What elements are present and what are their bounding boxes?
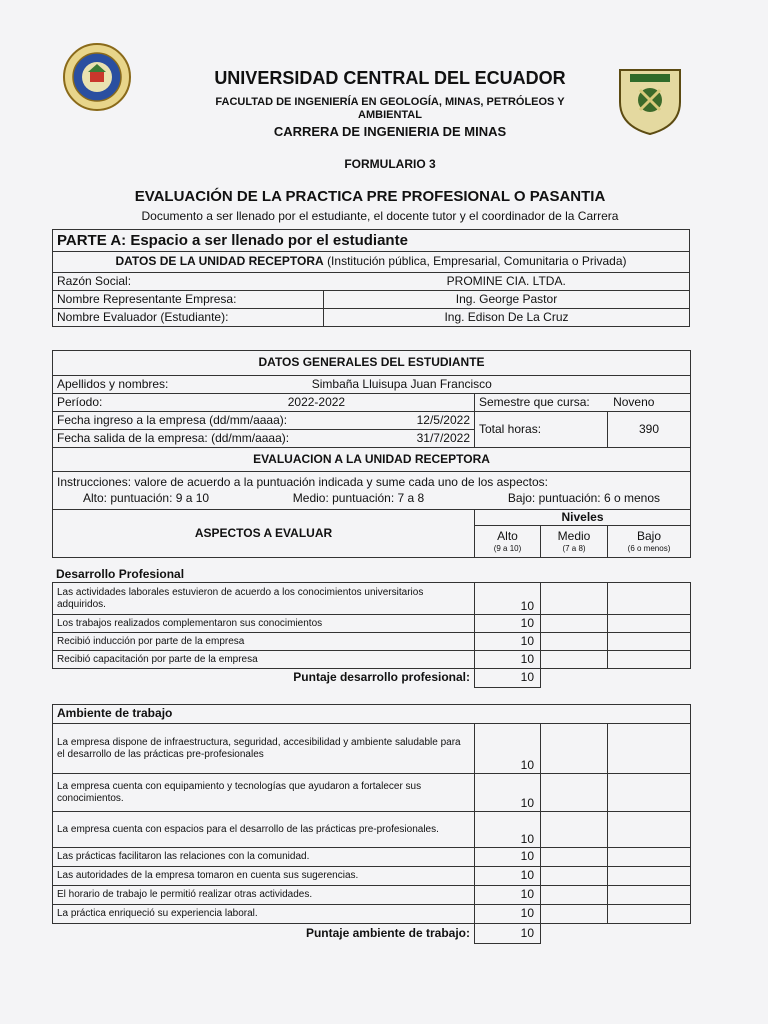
ambiente-item-text: La empresa cuenta con espacios para el desarrollo de las prácticas pre-profesionales.: [53, 812, 475, 848]
empty-cell: [541, 924, 608, 944]
desarrollo-item-text: Las actividades laborales estuvieron de acuerdo a los conocimientos universitarios adquiridos.: [53, 583, 475, 615]
ambiente-item-text: Las prácticas facilitaron las relaciones con la comunidad.: [53, 848, 475, 867]
desarrollo-item-score: 10: [475, 583, 541, 615]
name-label: Apellidos y nombres:: [57, 376, 169, 391]
medio-cell: [541, 905, 608, 924]
medio-cell: [541, 886, 608, 905]
entry-cell: [53, 412, 475, 430]
ambiente-item-score: 10: [475, 812, 541, 848]
unit-heading: DATOS DE LA UNIDAD RECEPTORA: [115, 254, 324, 269]
representante-value: Ing. George Pastor: [324, 291, 690, 309]
parte-a-table: [52, 229, 690, 327]
semester-label: Semestre que cursa:: [479, 394, 590, 409]
table-row: [53, 848, 691, 867]
desarrollo-item-score: 10: [475, 615, 541, 633]
document-title: EVALUACIÓN DE LA PRACTICA PRE PROFESIONAL O PASANTIA: [134, 188, 606, 205]
representante-label: Nombre Representante Empresa:: [53, 291, 324, 309]
desarrollo-item-text: Recibió capacitación por parte de la empresa: [53, 651, 475, 669]
medio-cell: [541, 583, 608, 615]
document-subtitle: Documento a ser llenado por el estudiante, el docente tutor y el coordinador de la Carrera: [141, 209, 619, 223]
bajo-cell: [608, 633, 691, 651]
medio-cell: [541, 848, 608, 867]
ambiente-title: Ambiente de trabajo: [53, 705, 691, 724]
desarrollo-total-value: 10: [475, 669, 541, 688]
bajo-range: (6 o menos): [627, 543, 671, 553]
bajo-cell: [608, 615, 691, 633]
alto-range: (9 a 10): [493, 543, 522, 553]
table-row: [53, 583, 691, 615]
table-row: [53, 867, 691, 886]
medio-label: Medio: [557, 529, 591, 543]
ambiente-item-score: 10: [475, 905, 541, 924]
instructions-text: Instrucciones: valore de acuerdo a la puntuación indicada y sume cada uno de los aspectos:: [57, 474, 548, 489]
exit-value: 31/7/2022: [416, 430, 470, 445]
name-row: [53, 376, 691, 394]
table-row: [53, 905, 691, 924]
university-seal: [62, 42, 132, 112]
university-name: UNIVERSIDAD CENTRAL DEL ECUADOR: [214, 68, 566, 88]
evaluation-heading: EVALUACION A LA UNIDAD RECEPTORA: [53, 448, 691, 472]
ambiente-item-score: 10: [475, 886, 541, 905]
career-name: CARRERA DE INGENIERIA DE MINAS: [273, 124, 507, 139]
alto-label: Alto: [497, 529, 518, 543]
faculty-line2: AMBIENTAL: [358, 109, 422, 121]
bajo-cell: [608, 583, 691, 615]
medio-cell: [541, 615, 608, 633]
parte-a-title: PARTE A: Espacio a ser llenado por el estudiante: [53, 230, 690, 252]
medio-header: [541, 526, 608, 558]
entry-label: Fecha ingreso a la empresa (dd/mm/aaaa):: [57, 412, 288, 427]
table-row: [53, 633, 691, 651]
semester-cell: [475, 394, 691, 412]
table-row: [53, 886, 691, 905]
desarrollo-total-label: Puntaje desarrollo profesional:: [53, 669, 475, 688]
bajo-cell: [608, 867, 691, 886]
hours-label: Total horas:: [475, 412, 608, 448]
desarrollo-item-score: 10: [475, 651, 541, 669]
bajo-cell: [608, 905, 691, 924]
scale-medio: Medio: puntuación: 7 a 8: [292, 490, 425, 505]
empty-cell: [608, 924, 691, 944]
medio-cell: [541, 724, 608, 774]
desarrollo-item-text: Los trabajos realizados complementaron sus conocimientos: [53, 615, 475, 633]
period-value: 2022-2022: [287, 394, 346, 409]
levels-heading: Niveles: [475, 510, 691, 526]
medio-range: (7 a 8): [562, 543, 586, 553]
alto-header: [475, 526, 541, 558]
instructions-cell: [53, 472, 691, 510]
unit-heading-cell: [53, 252, 690, 273]
bajo-cell: [608, 651, 691, 669]
bajo-cell: [608, 848, 691, 867]
ambiente-item-text: Las autoridades de la empresa tomaron en cuenta sus sugerencias.: [53, 867, 475, 886]
ambiente-item-text: El horario de trabajo le permitió realizar otras actividades.: [53, 886, 475, 905]
exit-label: Fecha salida de la empresa: (dd/mm/aaaa):: [57, 430, 290, 445]
medio-cell: [541, 812, 608, 848]
table-row: [53, 724, 691, 774]
ambiente-item-text: La práctica enriqueció su experiencia laboral.: [53, 905, 475, 924]
desarrollo-item-score: 10: [475, 633, 541, 651]
evaluador-value: Ing. Edison De La Cruz: [324, 309, 690, 327]
empty-cell: [541, 669, 608, 688]
form-number: FORMULARIO 3: [344, 157, 436, 171]
ambiente-item-text: La empresa dispone de infraestructura, seguridad, accesibilidad y ambiente saludable para el desarrollo de las prácticas pre-profesionales: [53, 724, 475, 774]
hours-value: 390: [608, 412, 691, 448]
bajo-cell: [608, 812, 691, 848]
scale-bajo: Bajo: puntuación: 6 o menos: [507, 490, 661, 505]
ambiente-table: [52, 704, 691, 944]
evaluador-label: Nombre Evaluador (Estudiante):: [53, 309, 324, 327]
ambiente-item-score: 10: [475, 724, 541, 774]
bajo-cell: [608, 724, 691, 774]
ambiente-item-score: 10: [475, 867, 541, 886]
scale-alto: Alto: puntuación: 9 a 10: [83, 490, 210, 505]
faculty-line1: FACULTAD DE INGENIERÍA EN GEOLOGÍA, MINAS, PETRÓLEOS Y: [215, 96, 565, 108]
bajo-label: Bajo: [637, 529, 662, 543]
bajo-cell: [608, 774, 691, 812]
desarrollo-title: Desarrollo Profesional: [56, 567, 185, 581]
medio-cell: [541, 633, 608, 651]
bajo-header: [608, 526, 691, 558]
student-table: [52, 350, 691, 558]
medio-cell: [541, 651, 608, 669]
table-row: [53, 774, 691, 812]
bajo-cell: [608, 886, 691, 905]
ambiente-item-score: 10: [475, 848, 541, 867]
razon-social-value: PROMINE CIA. LTDA.: [324, 273, 690, 291]
name-value: Simbaña Lluisupa Juan Francisco: [311, 376, 492, 391]
period-cell: [53, 394, 475, 412]
semester-value: Noveno: [613, 394, 655, 409]
ambiente-item-score: 10: [475, 774, 541, 812]
table-row: [53, 651, 691, 669]
period-label: Período:: [57, 394, 103, 409]
razon-social-label: Razón Social:: [53, 273, 324, 291]
unit-note: (Institución pública, Empresarial, Comunitaria o Privada): [327, 254, 627, 269]
medio-cell: [541, 774, 608, 812]
ambiente-total-value: 10: [475, 924, 541, 944]
empty-cell: [608, 669, 691, 688]
table-row: [53, 812, 691, 848]
ambiente-total-label: Puntaje ambiente de trabajo:: [53, 924, 475, 944]
student-heading: DATOS GENERALES DEL ESTUDIANTE: [53, 351, 691, 376]
aspects-heading: ASPECTOS A EVALUAR: [53, 510, 475, 558]
exit-cell: [53, 430, 475, 448]
desarrollo-item-text: Recibió inducción por parte de la empresa: [53, 633, 475, 651]
table-row: [53, 615, 691, 633]
scale-row: [57, 490, 686, 506]
ambiente-item-text: La empresa cuenta con equipamiento y tecnologías que ayudaron a fortalecer sus conocimientos.: [53, 774, 475, 812]
entry-value: 12/5/2022: [416, 412, 470, 427]
medio-cell: [541, 867, 608, 886]
desarrollo-table: [52, 582, 691, 688]
